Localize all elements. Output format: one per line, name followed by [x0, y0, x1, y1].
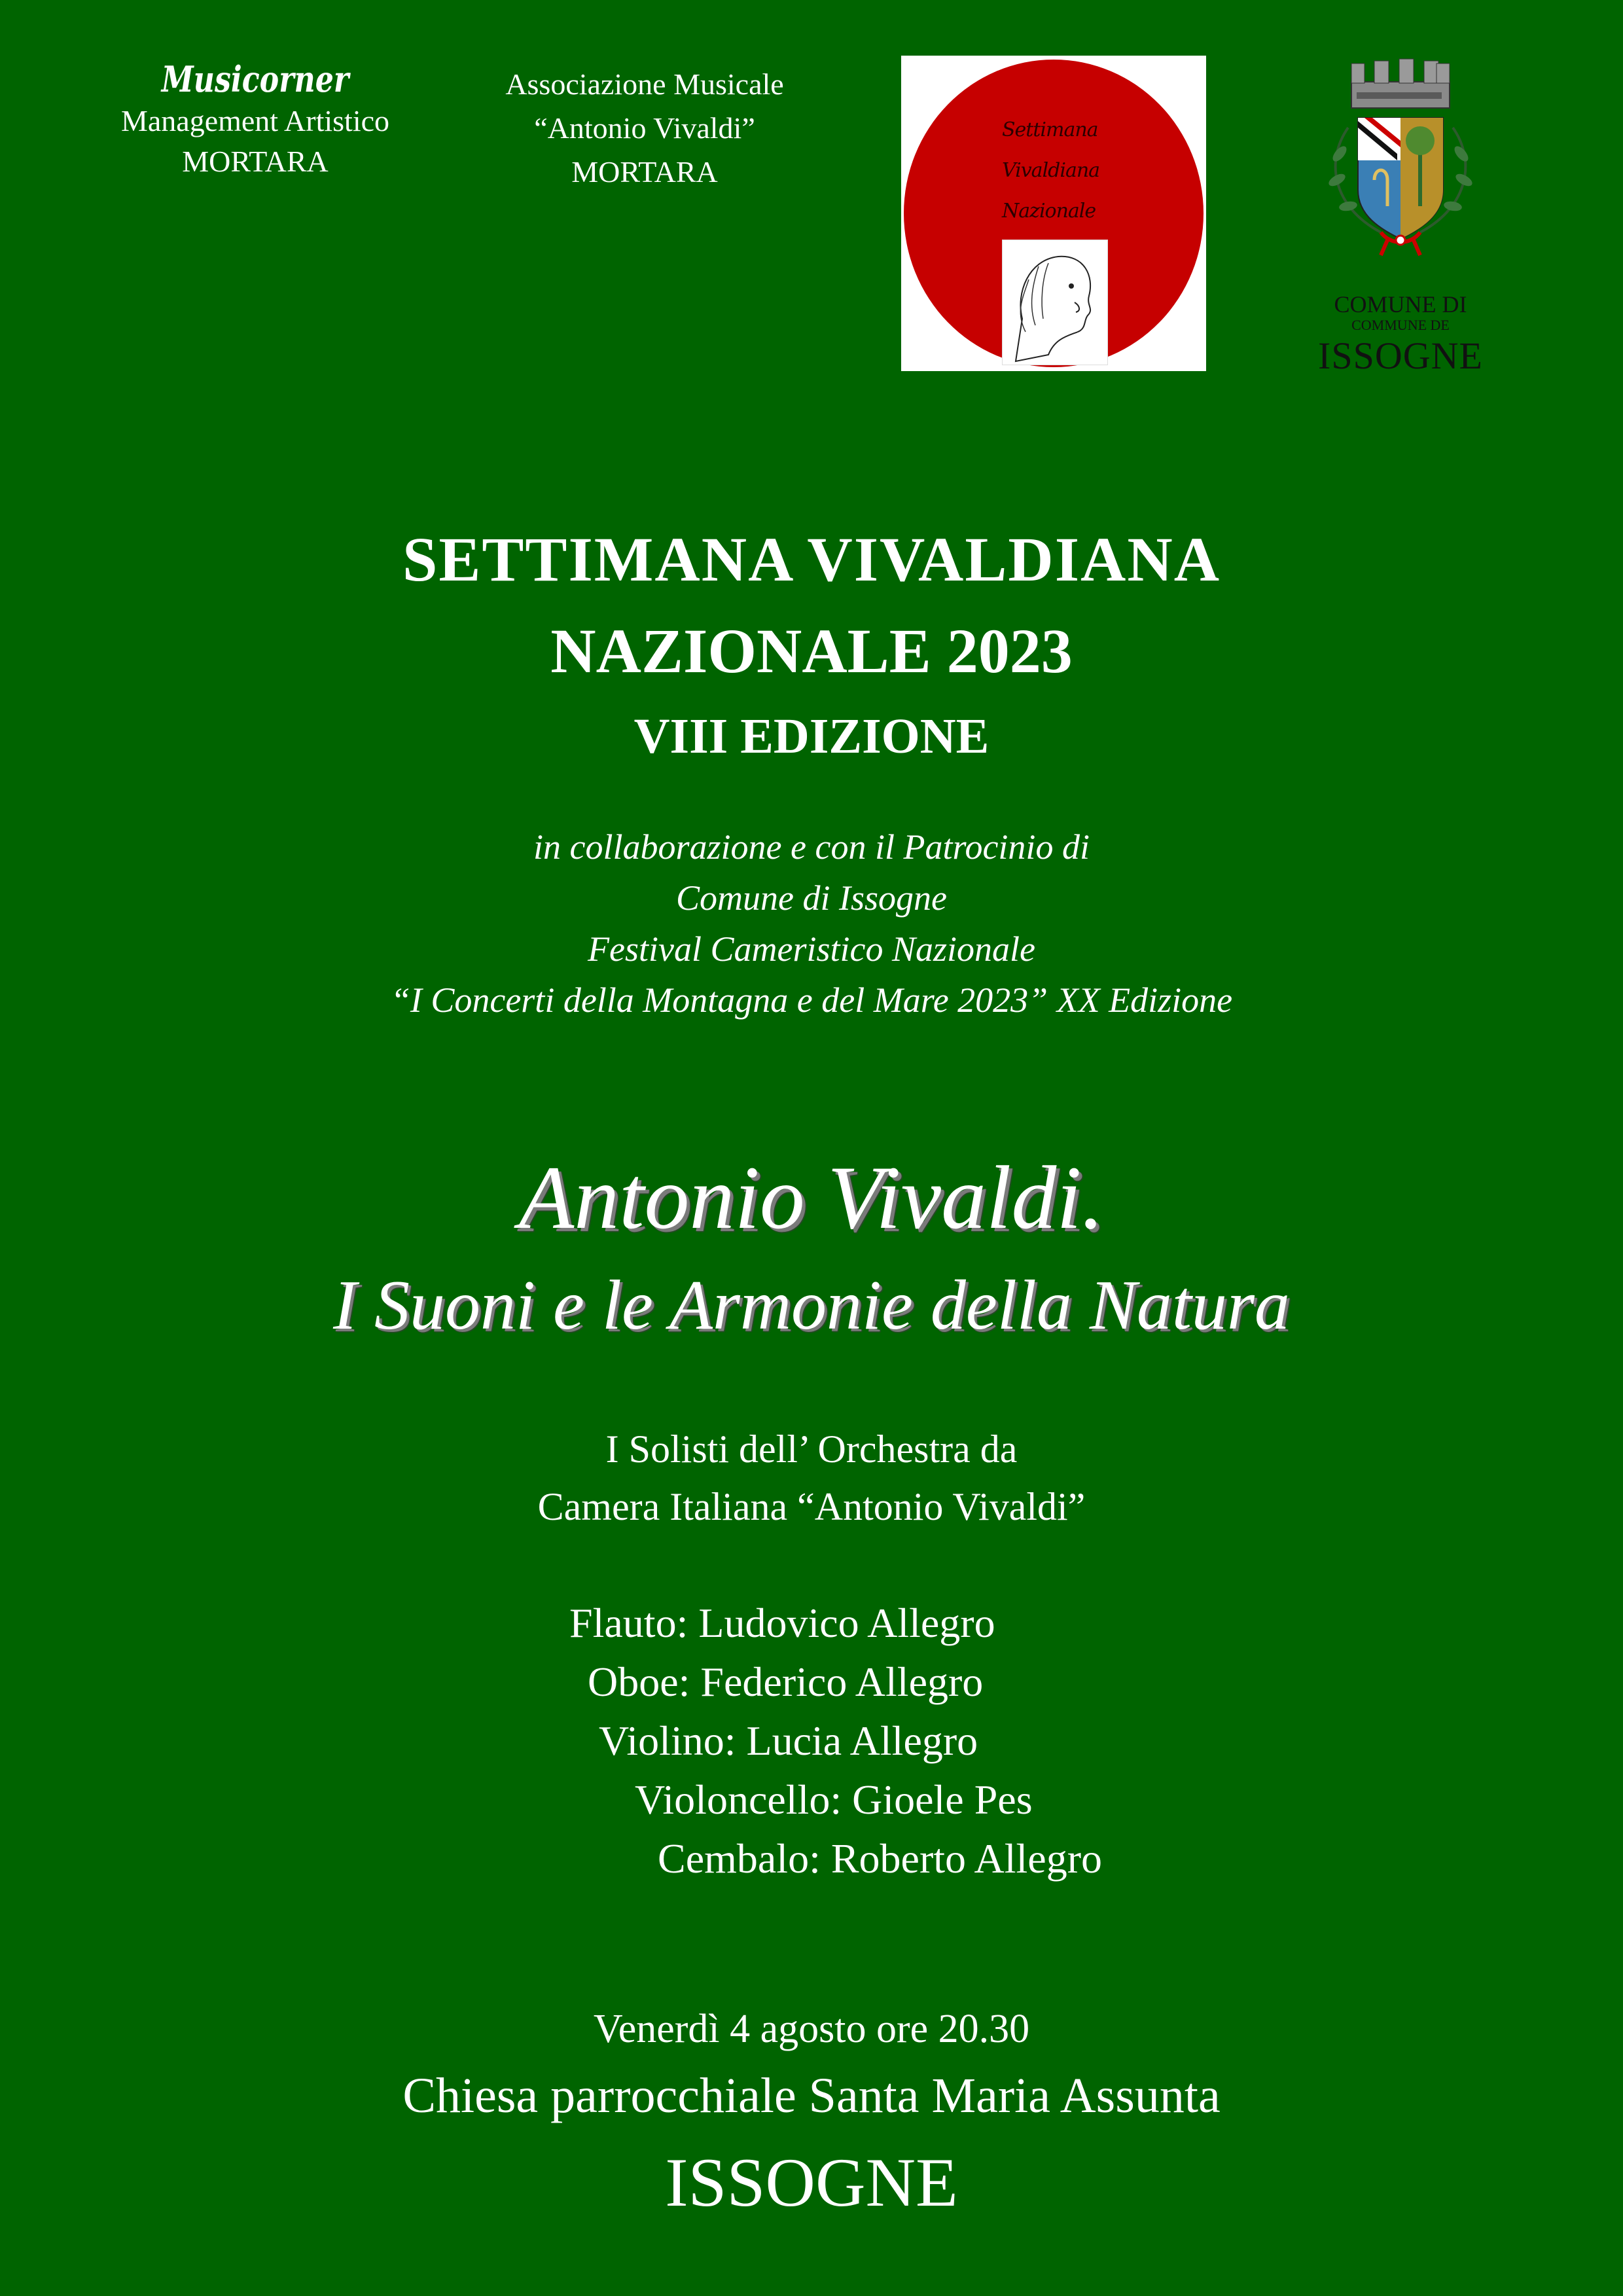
- performer-cembalo: Cembalo: Roberto Allegro: [658, 1835, 1102, 1882]
- performer-oboe: Oboe: Federico Allegro: [588, 1659, 984, 1705]
- collaboration-line3: Festival Cameristico Nazionale: [588, 929, 1035, 969]
- organizer1-line1: Management Artistico: [120, 104, 390, 137]
- performer-violino: Violino: Lucia Allegro: [599, 1717, 978, 1764]
- organizer-associazione: [458, 62, 831, 194]
- ensemble-line2: Camera Italiana “Antonio Vivaldi”: [537, 1485, 1086, 1528]
- organizer1-line2: MORTARA: [182, 145, 329, 178]
- logo-text-line2: Vivaldiana: [1002, 159, 1100, 182]
- vivaldi-portrait-icon: [1002, 240, 1108, 365]
- collaboration-line2: Comune di Issogne: [676, 878, 947, 918]
- logo-text-line3: Nazionale: [1002, 200, 1096, 223]
- event-date: Venerdì 4 agosto ore 20.30: [593, 2007, 1030, 2051]
- event-city: ISSOGNE: [665, 2144, 958, 2221]
- collaboration-line4: “I Concerti della Montagna e del Mare 2023” XX Edizione: [390, 980, 1233, 1020]
- comune-label-line3: ISSOGNE: [1318, 334, 1483, 377]
- performer-violoncello: Violoncello: Gioele Pes: [635, 1776, 1033, 1823]
- edition-label: VIII EDIZIONE: [633, 709, 990, 764]
- concert-title: Antonio Vivaldi.: [518, 1147, 1105, 1247]
- comune-label-line1: COMUNE DI: [1334, 291, 1467, 317]
- logo-text-line1: Settimana: [1002, 118, 1098, 141]
- festival-title-line1: SETTIMANA VIVALDIANA: [402, 524, 1221, 594]
- logo-red-circle: [904, 60, 1204, 367]
- collaboration-block: [0, 821, 1623, 1026]
- collaboration-line1: in collaborazione e con il Patrocinio di: [533, 827, 1090, 867]
- organizer2-line1: Associazione Musicale: [505, 67, 784, 101]
- event-venue: Chiesa parrocchiale Santa Maria Assunta: [402, 2068, 1221, 2123]
- festival-title-line2: NAZIONALE 2023: [550, 616, 1073, 686]
- settimana-vivaldiana-logo: [901, 56, 1206, 371]
- comune-issogne-label: [1283, 291, 1518, 379]
- organizer2-line3: MORTARA: [571, 155, 718, 188]
- organizer-musicorner: [85, 58, 425, 182]
- musicorner-brand: Musicorner: [161, 58, 349, 100]
- ensemble-line1: I Solisti dell’ Orchestra da: [605, 1427, 1018, 1471]
- performer-flauto: Flauto: Ludovico Allegro: [569, 1600, 995, 1646]
- issogne-coat-of-arms-icon: [1299, 56, 1502, 259]
- ensemble-block: [0, 1420, 1623, 1535]
- comune-label-line2: COMMUNE DE: [1351, 317, 1450, 333]
- concert-subtitle: I Suoni e le Armonie della Natura: [333, 1266, 1290, 1344]
- organizer2-line2: “Antonio Vivaldi”: [534, 111, 755, 145]
